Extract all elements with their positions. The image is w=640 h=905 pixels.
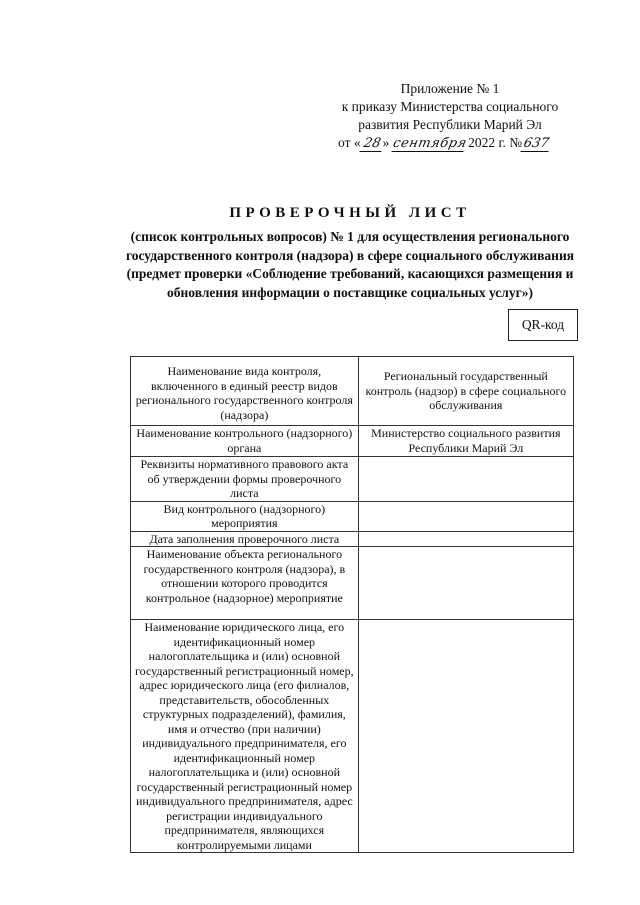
row-value-control-type: Региональный государственный контроль (надзор) в сфере социального обслуживания (358, 357, 573, 426)
row-label-controlled-person: Наименование юридического лица, его идентификационный номер налогоплательщика и (или) основной государственный регистрационный номер, адрес юридического лица (его филиалов, представительств, обособленных структурных подразделений), фамилия, имя и отчество (при наличии) индивидуального предпринимателя, его идентификационный номер налогоплательщика и (или) основной государственный регистрационный номер индивидуального предпринимателя, адрес регистрации индивидуального предпринимателя, являющихся контролируемыми лицами (131, 620, 359, 853)
row-label-authority: Наименование контрольного (надзорного) органа (131, 426, 359, 457)
handwritten-order-number: 637 (522, 136, 551, 151)
year-text: 2022 г. № (468, 135, 523, 150)
appendix-number: Приложение № 1 (400, 81, 500, 96)
title-block (100, 205, 600, 302)
document-subtitle: (список контрольных вопросов) № 1 для осуществления регионального государственного контроля (надзора) в сфере социального обслуживания (предмет проверки «Соблюдение требований, касающихся размещения и обновления информации о поставщике социальных услуг») (125, 229, 575, 300)
document-title: ПРОВЕРОЧНЫЙ ЛИСТ (229, 205, 471, 221)
row-value-fill-date (358, 531, 573, 547)
row-label-control-type: Наименование вида контроля, включенного в единый реестр видов регионального государственного контроля (надзора) (131, 357, 359, 426)
handwritten-month: сентября (391, 136, 468, 151)
table-row (131, 620, 574, 853)
row-label-legal-act: Реквизиты нормативного правового акта об утверждении формы проверочного листа (131, 457, 359, 502)
table-row (131, 457, 574, 502)
from-prefix: от « (338, 135, 361, 150)
row-value-event-type (358, 501, 573, 531)
order-date-line (330, 134, 570, 152)
row-value-authority: Министерство социального развития Республики Марий Эл (358, 426, 573, 457)
qr-code-placeholder: QR-код (508, 309, 578, 341)
table-row (131, 501, 574, 531)
table-row (131, 547, 574, 620)
row-label-event-type: Вид контрольного (надзорного) мероприятия (131, 501, 359, 531)
day-close-quote: » (382, 135, 390, 150)
row-value-control-object (358, 547, 573, 620)
table-row (131, 426, 574, 457)
row-value-controlled-person (358, 620, 573, 853)
order-reference-line: к приказу Министерства социального (341, 99, 559, 114)
row-value-legal-act (358, 457, 573, 502)
row-label-control-object: Наименование объекта регионального государственного контроля (надзора), в отношении которого проводится контрольное (надзорное) мероприятие (131, 547, 359, 620)
table-row (131, 357, 574, 426)
table-row (131, 531, 574, 547)
checklist-info-table (130, 356, 574, 853)
approval-block (330, 80, 570, 152)
handwritten-day: 28 (359, 137, 384, 152)
row-label-fill-date: Дата заполнения проверочного листа (131, 531, 359, 547)
ministry-line: развития Республики Марий Эл (358, 117, 542, 132)
